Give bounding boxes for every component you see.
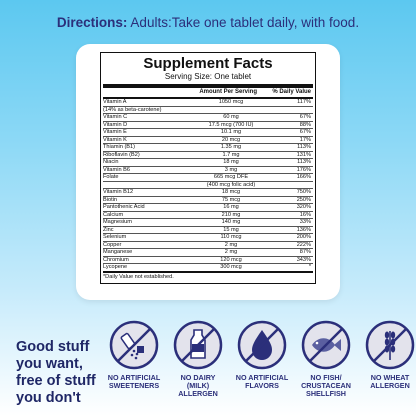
nutrient-amount: 18 mcg — [221, 189, 241, 195]
nutrient-amount: 120 mcg — [220, 256, 242, 263]
nutrient-name: Magnesium — [103, 219, 132, 225]
nutrient-daily-value: 750% — [296, 189, 311, 195]
nutrient-daily-value: 166% — [296, 174, 311, 180]
nutrient-amount: 300 mcg — [220, 264, 242, 270]
nutrient-name: Thiamin (B1) — [103, 144, 136, 150]
nutrient-amount: 140 mg — [221, 219, 241, 225]
nutrient-daily-value: 343% — [296, 256, 311, 263]
nutrient-daily-value: 67% — [299, 129, 311, 135]
facts-row — [103, 137, 313, 145]
badge-label-line: (MILK) — [186, 381, 210, 391]
facts-row — [103, 129, 313, 137]
supplement-facts-label — [100, 52, 316, 284]
nutrient-daily-value: 113% — [297, 144, 311, 150]
nutrient-name: Vitamin B6 — [103, 166, 130, 173]
facts-footnote: *Daily Value not established. — [103, 273, 174, 280]
wheat-icon — [365, 320, 415, 370]
facts-row — [103, 219, 313, 227]
nutrient-amount: 10.1 mg — [220, 129, 242, 135]
fish-icon — [301, 320, 351, 370]
badge-label — [294, 374, 358, 399]
nutrient-amount: 20 mcg — [221, 136, 241, 143]
facts-rows — [103, 99, 313, 273]
directions-text: Adults:Take one tablet daily, with food. — [127, 15, 360, 30]
nutrient-daily-value — [267, 182, 311, 189]
nutrient-daily-value: 67% — [299, 114, 311, 120]
badge-label-line: CRUSTACEAN — [301, 381, 351, 391]
nutrient-name: Vitamin C — [103, 114, 128, 120]
header-spacer — [103, 89, 195, 96]
nutrient-amount: 17.5 mcg (700 IU) — [208, 121, 254, 128]
nutrient-amount: 3 mg — [224, 166, 238, 173]
facts-row — [103, 242, 313, 250]
facts-row — [103, 107, 313, 115]
badge-label-line: NO ARTIFICIAL — [235, 373, 289, 382]
facts-row — [103, 159, 313, 167]
nutrient-amount: 75 mcg — [221, 196, 241, 203]
nutrient-name: Calcium — [103, 211, 124, 218]
badge-label — [102, 374, 166, 390]
facts-row — [103, 197, 313, 205]
facts-row — [103, 257, 313, 265]
facts-row — [103, 264, 313, 273]
tagline-line: Good stuff — [16, 339, 90, 355]
nutrient-amount: 1.35 mg — [220, 144, 242, 150]
facts-row — [103, 144, 313, 152]
badge-label — [358, 374, 416, 390]
nutrient-amount: 2 mg — [224, 241, 238, 248]
badge-label-line: ALLERGEN — [370, 381, 410, 391]
badge-no-wheat — [358, 320, 416, 390]
nutrient-amount: 110 mcg — [220, 234, 242, 240]
facts-row — [103, 99, 313, 107]
nutrient-name: Biotin — [103, 196, 117, 203]
nutrient-amount: 665 mcg DFE — [213, 174, 249, 180]
tagline-line: you don't — [16, 390, 81, 406]
nutrient-name: Niacin — [103, 159, 119, 165]
nutrient-name — [103, 182, 195, 189]
facts-row — [103, 212, 313, 220]
nutrient-name: Manganese — [103, 249, 133, 255]
facts-row — [103, 234, 313, 242]
badge-no-dairy — [166, 320, 230, 399]
nutrient-name: Zinc — [103, 226, 114, 233]
facts-title: Supplement Facts — [143, 55, 273, 72]
facts-row — [103, 249, 313, 257]
nutrient-amount: 16 mg — [223, 204, 239, 210]
badge-no-fish-shellfish — [294, 320, 358, 399]
nutrient-amount: 2 mg — [224, 249, 238, 255]
serving-size: Serving Size: One tablet — [164, 72, 252, 81]
nutrient-amount: (400 mcg folic acid) — [206, 181, 256, 188]
nutrient-daily-value — [267, 107, 311, 114]
nutrient-daily-value: 117% — [297, 99, 311, 105]
nutrient-name: Vitamin D — [103, 121, 128, 128]
nutrient-daily-value: 16% — [299, 211, 311, 218]
nutrient-amount — [195, 107, 267, 114]
header-amount: Amount Per Serving — [199, 89, 257, 95]
tagline-line: free of stuff — [16, 373, 96, 389]
badge-label-line: SWEETENERS — [108, 381, 160, 391]
badge-label-line: ALLERGEN — [178, 389, 218, 399]
tagline — [16, 339, 96, 407]
tagline-line: you want, — [16, 356, 83, 372]
nutrient-daily-value: 222% — [296, 241, 311, 248]
badge-no-artificial-sweeteners — [102, 320, 166, 390]
nutrient-amount: 60 mg — [223, 114, 239, 120]
nutrient-daily-value: 200% — [296, 234, 311, 240]
facts-row — [103, 182, 313, 190]
nutrient-name: Chromium — [103, 256, 129, 263]
badge-label-line: NO DAIRY — [180, 373, 216, 382]
facts-row — [103, 189, 313, 197]
badge-label-line: NO FISH/ — [310, 373, 342, 382]
nutrient-daily-value: 33% — [299, 219, 311, 225]
nutrient-daily-value: 250% — [296, 196, 311, 203]
facts-row — [103, 122, 313, 130]
nutrient-daily-value: 17% — [299, 136, 311, 143]
nutrient-name: Vitamin B12 — [103, 189, 134, 195]
nutrient-daily-value: 176% — [296, 166, 311, 173]
badge-label-line: NO WHEAT — [370, 373, 410, 382]
nutrient-daily-value: 131% — [296, 151, 311, 158]
milk-bottle-icon — [173, 320, 223, 370]
directions-label: Directions: — [56, 15, 128, 30]
nutrient-daily-value: 87% — [299, 249, 311, 255]
facts-row — [103, 114, 313, 122]
facts-header-row — [103, 84, 313, 99]
directions-line — [0, 15, 416, 30]
nutrient-amount: 210 mg — [221, 211, 241, 218]
header-daily-value: % Daily Value — [272, 89, 311, 95]
nutrient-name: Copper — [103, 241, 122, 248]
facts-row — [103, 174, 313, 182]
nutrient-name: Lycopene — [103, 264, 128, 270]
badge-label-line: SHELLFISH — [306, 389, 346, 399]
badge-label-line: NO ARTIFICIAL — [107, 373, 161, 382]
artificial-sweetener-icon — [109, 320, 159, 370]
nutrient-name: Pantothenic Acid — [103, 204, 145, 210]
nutrient-daily-value: 88% — [299, 121, 311, 128]
nutrient-name: Vitamin K — [103, 136, 127, 143]
nutrient-amount: 1050 mcg — [218, 99, 244, 105]
nutrient-name: Folate — [103, 174, 119, 180]
flavor-drop-icon — [237, 320, 287, 370]
badge-label — [166, 374, 230, 399]
facts-row — [103, 152, 313, 160]
facts-row — [103, 204, 313, 212]
badge-no-artificial-flavors — [230, 320, 294, 390]
badge-label-line: FLAVORS — [245, 381, 279, 391]
nutrient-daily-value: 136% — [296, 226, 311, 233]
nutrient-name: (14% as beta-carotene) — [103, 106, 162, 113]
nutrient-name: Riboflavin (B2) — [103, 151, 140, 158]
badge-label — [230, 374, 294, 390]
nutrient-daily-value: * — [308, 264, 311, 270]
nutrient-name: Selenium — [103, 234, 127, 240]
nutrient-daily-value: 320% — [296, 204, 311, 210]
nutrient-amount: 18 mg — [223, 159, 239, 165]
nutrient-name: Vitamin A — [103, 99, 127, 105]
nutrient-name: Vitamin E — [103, 129, 127, 135]
nutrient-daily-value: 113% — [297, 159, 311, 165]
nutrient-amount: 1.7 mg — [222, 151, 240, 158]
facts-row — [103, 227, 313, 235]
nutrient-amount: 15 mg — [223, 226, 239, 233]
facts-row — [103, 167, 313, 175]
